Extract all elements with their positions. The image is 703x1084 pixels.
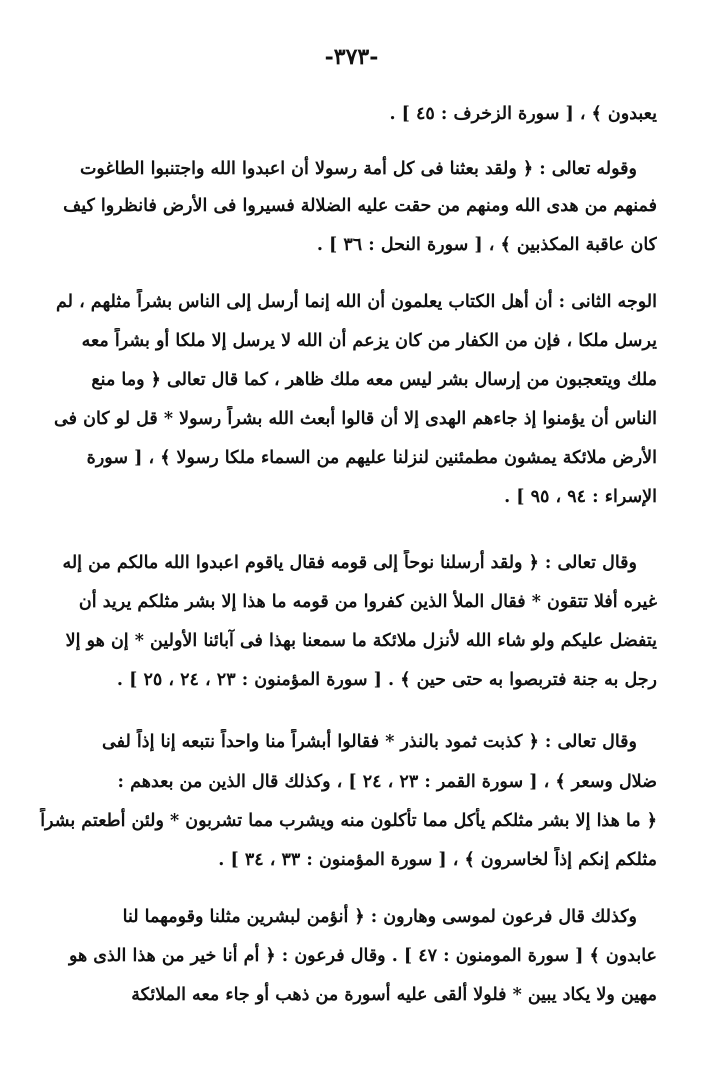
text-line: فمنهم من هدى الله ومنهم من حقت عليه الضلالة فسيروا فى الأرض فانظروا كيف — [63, 196, 657, 216]
text-line: وقال تعالى : ﴿ كذبت ثمود بالنذر * فقالوا أبشراً منا واحداً نتبعه إنا إذاً لفى — [102, 732, 637, 752]
text-line: مهين ولا يكاد يبين * فلولا ألقى عليه أسورة من ذهب أو جاء معه الملائكة — [131, 985, 657, 1005]
text-line: الأرض ملائكة يمشون مطمئنين لنزلنا عليهم من السماء ملكا رسولا ﴾ ، [ سورة — [86, 448, 657, 468]
text-line: عابدون ﴾ [ سورة المومنون : ٤٧ ] . وقال فرعون : ﴿ أم أنا خير من هذا الذى هو — [68, 946, 657, 966]
text-line: يعبدون ﴾ ، [ سورة الزخرف : ٤٥ ] . — [389, 104, 657, 124]
text-line: يرسل ملكا ، فإن من الكفار من كان يزعم أن الله لا يرسل إلا ملكا أو بشراً معه — [81, 331, 657, 351]
page-number: -٣٧٣- — [324, 44, 379, 70]
text-line: مثلكم إنكم إذاً لخاسرون ﴾ ، [ سورة المؤمنون : ٣٣ ، ٣٤ ] . — [218, 850, 657, 870]
text-line: ملك ويتعجبون من إرسال بشر ليس معه ملك ظاهر ، كما قال تعالى ﴿ وما منع — [91, 370, 657, 390]
text-line: الإسراء : ٩٤ ، ٩٥ ] . — [504, 487, 657, 507]
text-line: كان عاقبة المكذبين ﴾ ، [ سورة النحل : ٣٦ ] . — [316, 235, 657, 255]
text-line: الوجه الثانى : أن أهل الكتاب يعلمون أن الله إنما أرسل إلى الناس بشراً مثلهم ، لم — [56, 292, 657, 312]
text-line: يتفضل عليكم ولو شاء الله لأنزل ملائكة ما سمعنا بهذا فى آبائنا الأولين * إن هو إلا — [65, 631, 657, 651]
text-line: رجل به جنة فتربصوا به حتى حين ﴾ . [ سورة المؤمنون : ٢٣ ، ٢٤ ، ٢٥ ] . — [116, 670, 657, 690]
text-line: الناس أن يؤمنوا إذ جاءهم الهدى إلا أن قالوا أبعث الله بشراً رسولا * قل لو كان فى — [54, 409, 657, 429]
text-line: غيره أفلا تتقون * فقال الملأ الذين كفروا من قومه ما هذا إلا بشر مثلكم يريد أن — [78, 592, 657, 612]
text-line: وقال تعالى : ﴿ ولقد أرسلنا نوحاً إلى قومه فقال ياقوم اعبدوا الله مالكم من إله — [62, 553, 637, 573]
text-line: وكذلك قال فرعون لموسى وهارون : ﴿ أنؤمن لبشرين مثلنا وقومهما لنا — [122, 907, 637, 927]
text-line: ضلال وسعر ﴾ ، [ سورة القمر : ٢٣ ، ٢٤ ] ، وكذلك قال الذين من بعدهم : — [117, 772, 657, 792]
text-line: ﴿ ما هذا إلا بشر مثلكم يأكل مما تأكلون منه ويشرب مما تشربون * ولئن أطعتم بشراً — [40, 811, 657, 831]
text-line: وقوله تعالى : ﴿ ولقد بعثنا فى كل أمة رسولا أن اعبدوا الله واجتنبوا الطاغوت — [79, 159, 637, 179]
